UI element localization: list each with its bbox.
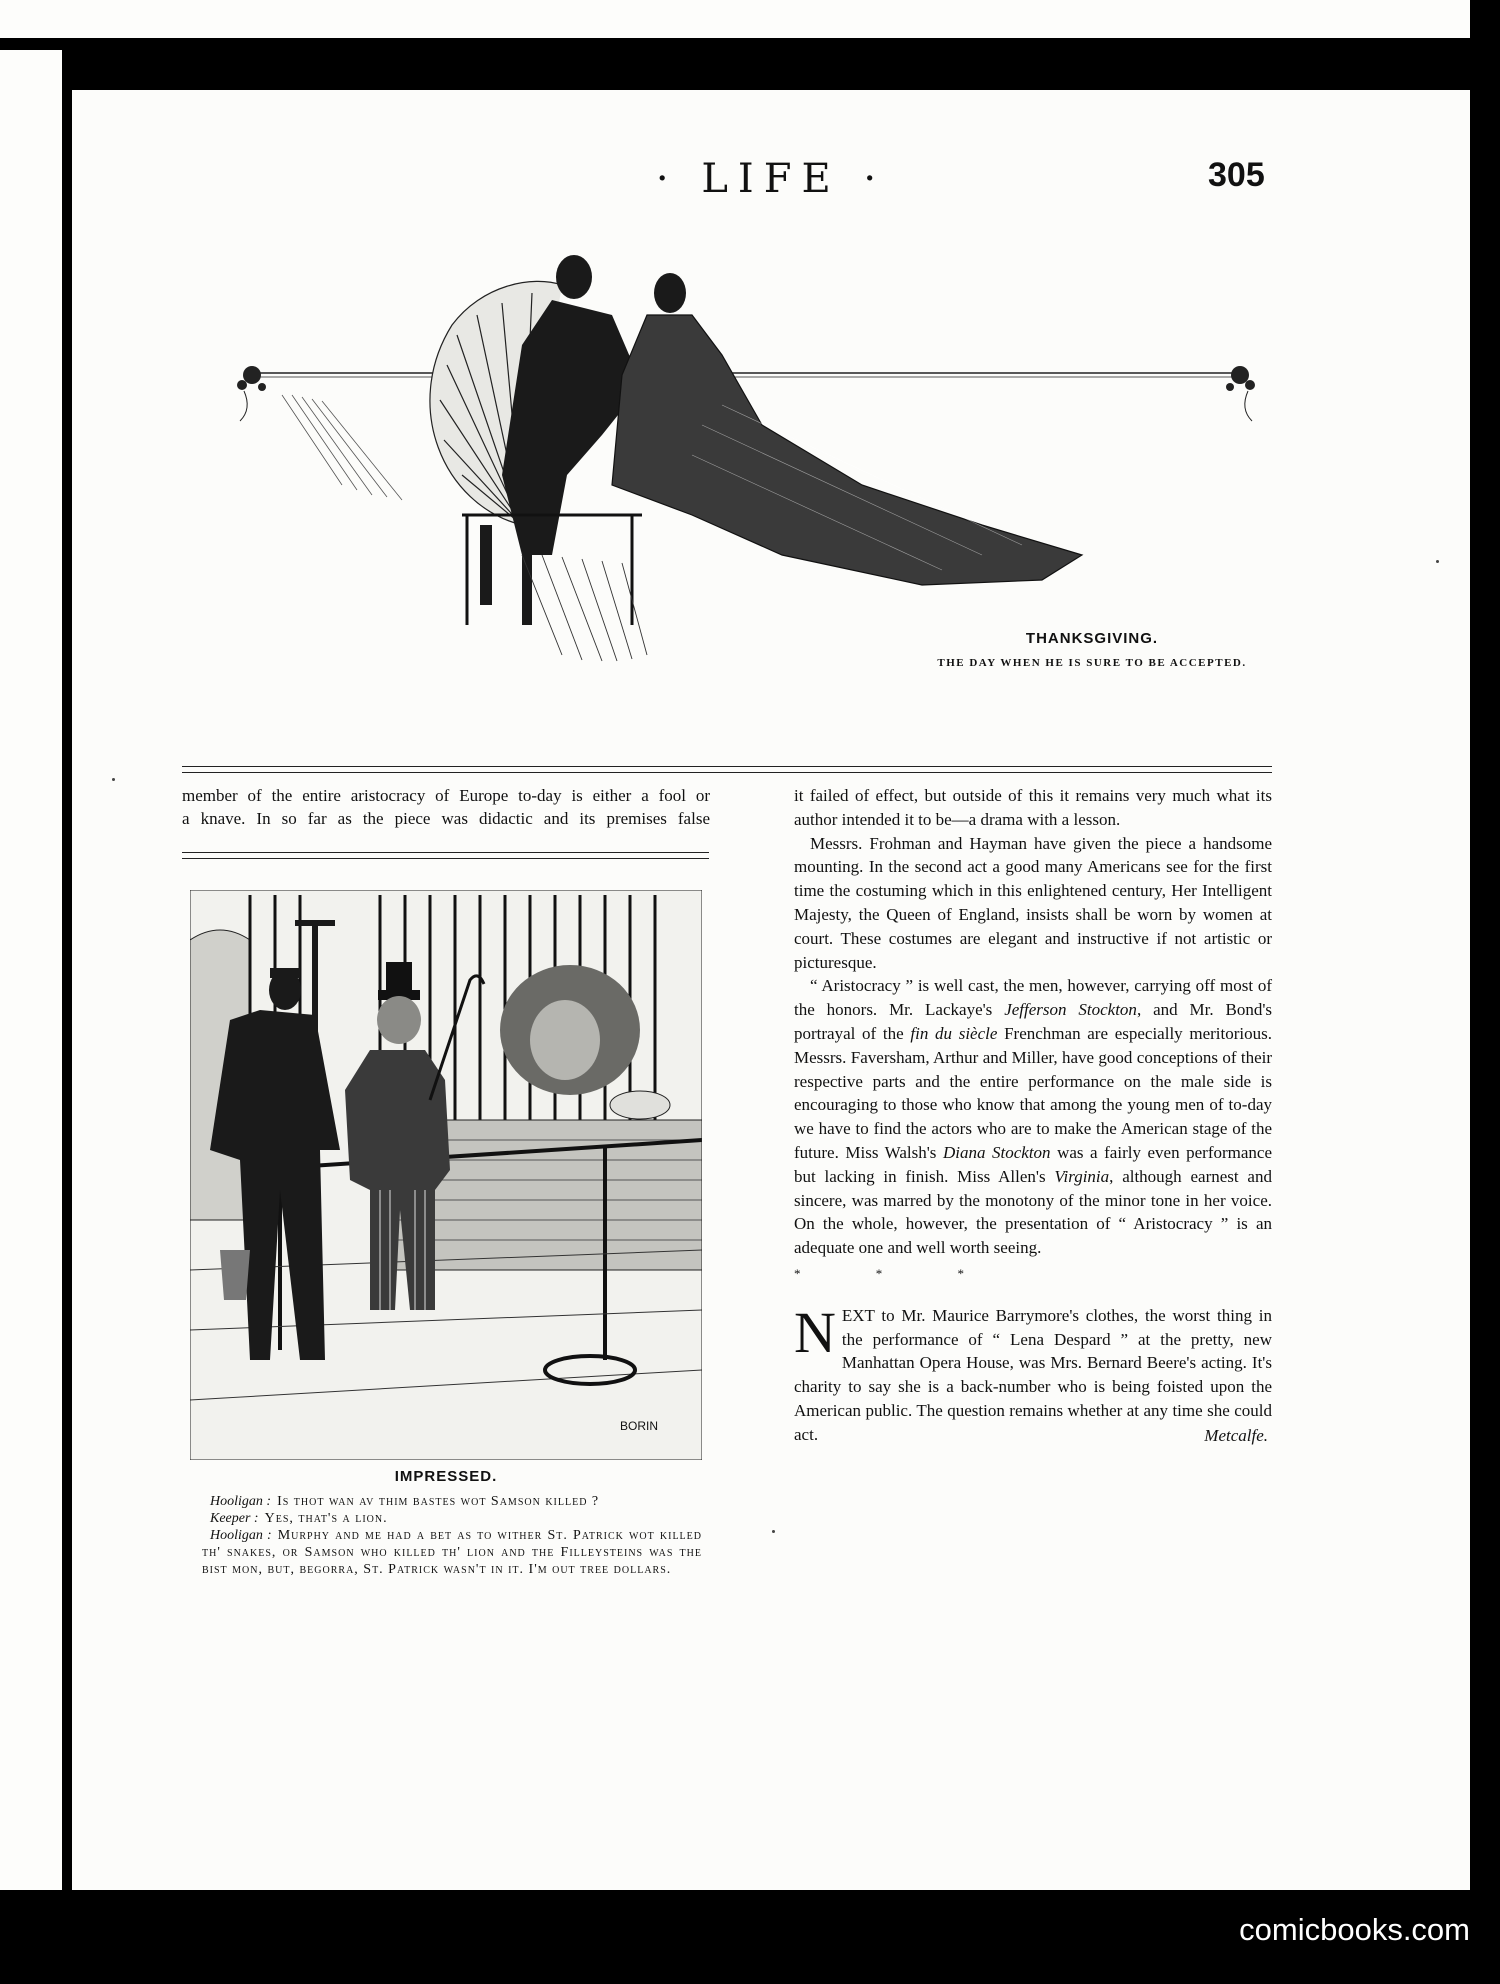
paragraph-lena-despard: NEXT to Mr. Maurice Barrymore's clothes, the worst thing in the performance of “ Lena Despard ” at the pretty, new Manhattan Opera House, was Mrs. Bernard Beere's acting. It's charity to say she is a back-number who is being foisted upon the American public. The question remains whether at any time she could act. [794, 1299, 1272, 1444]
artist-signature: BORIN [620, 1419, 659, 1433]
print-speck [112, 778, 115, 781]
thanksgiving-caption-subtitle: THE DAY WHEN HE IS SURE TO BE ACCEPTED. [937, 657, 1247, 669]
impressed-illustration [190, 890, 702, 1460]
print-speck [772, 1530, 775, 1533]
thanksgiving-illustration [222, 225, 1282, 665]
print-speck [1436, 560, 1439, 563]
left-text-line: member of the entire aristocracy of Europe to-day is either a fool or [182, 786, 710, 805]
dialog-text: Is thot wan av thim bastes wot Samson killed ? [277, 1494, 600, 1509]
role-name: Virginia [1054, 1166, 1110, 1186]
adjacent-page-left [0, 50, 62, 1890]
adjacent-page-top [0, 0, 1470, 38]
masthead: · LIFE · [655, 156, 887, 202]
impressed-caption-title: IMPRESSED. [394, 1468, 498, 1485]
dialog-line [202, 1527, 702, 1578]
left-text-line: a knave. In so far as the piece was didactic and its premises false [182, 809, 710, 828]
left-column-text [182, 784, 710, 830]
dialog-speaker: Hooligan : [210, 1528, 272, 1543]
role-name: Diana Stockton [942, 1142, 1051, 1162]
author-signature: Metcalfe. [1204, 1425, 1268, 1445]
drop-cap: N [794, 1299, 836, 1365]
right-column [794, 784, 1272, 1447]
dialog-text: Yes, that's a lion. [264, 1511, 388, 1526]
paragraph: it failed of effect, but outside of this it remains very much what its author intended it to be—a drama with a lesson. [794, 786, 1272, 829]
thanksgiving-caption-title: THANKSGIVING. [1025, 630, 1159, 647]
column-divider [182, 852, 709, 859]
dialog-speaker: Hooligan : [210, 1494, 272, 1509]
magazine-page [72, 90, 1470, 1890]
dialog-line [202, 1493, 702, 1510]
role-name: Jefferson Stockton [1004, 1000, 1137, 1020]
watermark: comicbooks.com [1239, 1912, 1470, 1947]
impressed-dialog [202, 1493, 702, 1578]
phrase-italic: fin du siècle [910, 1023, 998, 1043]
dialog-text: Murphy and me had a bet as to wither St. Patrick wot killed th' snakes, or Samson who killed th' lion and the Filleysteins was the bist mon, but, begorra, St. Patrick wasn't in it. I'm out tree dollars. [202, 1528, 702, 1577]
section-divider [182, 766, 1272, 773]
paragraph-aristocracy: “ Aristocracy ” is well cast, the men, however, carrying off most of the honors. Mr. Lackaye's Jefferson Stockton, and Mr. Bond's portrayal of the fin du siècle Frenchman are especially meritorious. Messrs. Faversham, Arthur and Miller, have good conceptions of their respective parts and the entire performance on the male side is encouraging to those who know that among the young men of to-day we have to find the actors who are to make the American stage of the future. Miss Walsh's Diana Stockton was a fairly even performance but lacking in finish. Miss Allen's Virginia, although earnest and sincere, was marred by the monotony of the minor tone in her voice. On the whole, however, the presentation of “ Aristocracy ” is an adequate one and well worth seeing. [794, 976, 1272, 1258]
page-number: 305 [1208, 156, 1265, 194]
section-stars: * * * [794, 1265, 1000, 1281]
paragraph: Messrs. Frohman and Hayman have given the piece a handsome mounting. In the second act a good many Americans see for the first time the costuming which in this enlightened century, Her Intelligent Majesty, the Queen of England, insists shall be worn by women at court. These costumes are elegant and instructive if not artistic or picturesque. [794, 833, 1272, 972]
dialog-speaker: Keeper : [210, 1511, 259, 1526]
dialog-line [202, 1510, 702, 1527]
